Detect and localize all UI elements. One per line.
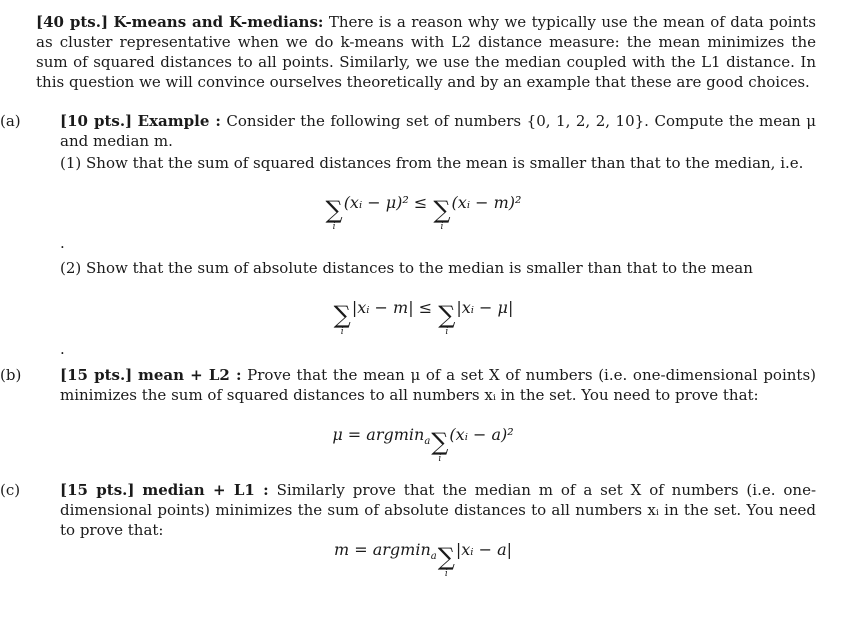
part-a-title: Example : bbox=[137, 112, 221, 130]
eq-a2-relation: ≤ bbox=[418, 298, 433, 317]
period-mark: . bbox=[60, 234, 65, 252]
eq-c-rhs: |xᵢ − a| bbox=[455, 540, 513, 559]
equation-a2 bbox=[0, 298, 846, 337]
part-c-label: (c) bbox=[0, 481, 21, 499]
problem-number bbox=[8, 12, 36, 32]
summation-symbol: ∑ i bbox=[438, 301, 456, 337]
eq-a2-right: |xᵢ − μ| bbox=[456, 298, 514, 317]
part-a-label: (a) bbox=[0, 112, 21, 130]
part-c-title: median + L1 : bbox=[142, 481, 269, 499]
eq-a1-left: (xᵢ − μ)² bbox=[343, 193, 409, 212]
part-a-sub1-text: (1) Show that the sum of squared distances from the mean is smaller than that to the median, i.e. bbox=[60, 154, 804, 172]
summation-symbol: ∑ i bbox=[437, 543, 455, 579]
part-a-text: Consider the following set of numbers {0, 1, 2, 2, 10}. Compute the mean μ and median m. bbox=[60, 112, 816, 150]
eq-a1-relation: ≤ bbox=[413, 193, 428, 212]
part-a-header bbox=[0, 111, 816, 151]
summation-symbol: ∑ i bbox=[433, 196, 451, 232]
period-mark: . bbox=[60, 340, 65, 358]
part-b-header bbox=[0, 365, 816, 405]
eq-a2-left: |xᵢ − m| bbox=[351, 298, 414, 317]
eq-b-rhs: (xᵢ − a)² bbox=[449, 425, 514, 444]
eq-b-sub: a bbox=[424, 436, 431, 448]
summation-symbol: ∑ i bbox=[431, 428, 449, 464]
problem-intro bbox=[8, 12, 816, 92]
part-c-header bbox=[0, 480, 817, 540]
eq-a1-right: (xᵢ − m)² bbox=[451, 193, 522, 212]
equation-b bbox=[0, 425, 846, 464]
equation-c bbox=[0, 540, 846, 579]
part-a-sub2-text: (2) Show that the sum of absolute distances to the median is smaller than that to the mean bbox=[60, 259, 753, 277]
equation-a1 bbox=[0, 193, 846, 232]
eq-c-lhs: m = argmin bbox=[333, 540, 431, 559]
part-a-points: [10 pts.] bbox=[60, 112, 133, 130]
part-b-text: Prove that the mean μ of a set X of numbers (i.e. one-dimensional points) minimizes the sum of squared distances to all numbers xᵢ in the set. You need to prove that: bbox=[60, 366, 816, 404]
part-b-label: (b) bbox=[0, 366, 22, 384]
part-a-sub1 bbox=[60, 153, 820, 173]
part-b-title: mean + L2 : bbox=[137, 366, 242, 384]
summation-symbol: ∑ i bbox=[325, 196, 343, 232]
part-c-text: Similarly prove that the median m of a set X of numbers (i.e. one-dimensional points) minimizes the sum of absolute distances to all numbers xᵢ in the set. You need to prove that: bbox=[60, 481, 817, 539]
problem-intro-text: There is a reason why we typically use the mean of data points as cluster representative when we do k-means with L2 distance measure: the mean minimizes the sum of squared distances to all points. Similarly, we use the median coupled with the L1 distance. In this question we will convince ourselves theoretically and by an example that these are good choices. bbox=[36, 13, 816, 91]
eq-b-lhs: μ = argmin bbox=[332, 425, 425, 444]
summation-symbol: ∑ i bbox=[333, 301, 351, 337]
part-b-points: [15 pts.] bbox=[60, 366, 133, 384]
part-c-points: [15 pts.] bbox=[60, 481, 135, 499]
part-a-sub2 bbox=[60, 258, 820, 278]
problem-points: [40 pts.] bbox=[36, 13, 109, 31]
problem-title: K-means and K-medians: bbox=[113, 13, 324, 31]
eq-c-sub: a bbox=[430, 551, 437, 563]
